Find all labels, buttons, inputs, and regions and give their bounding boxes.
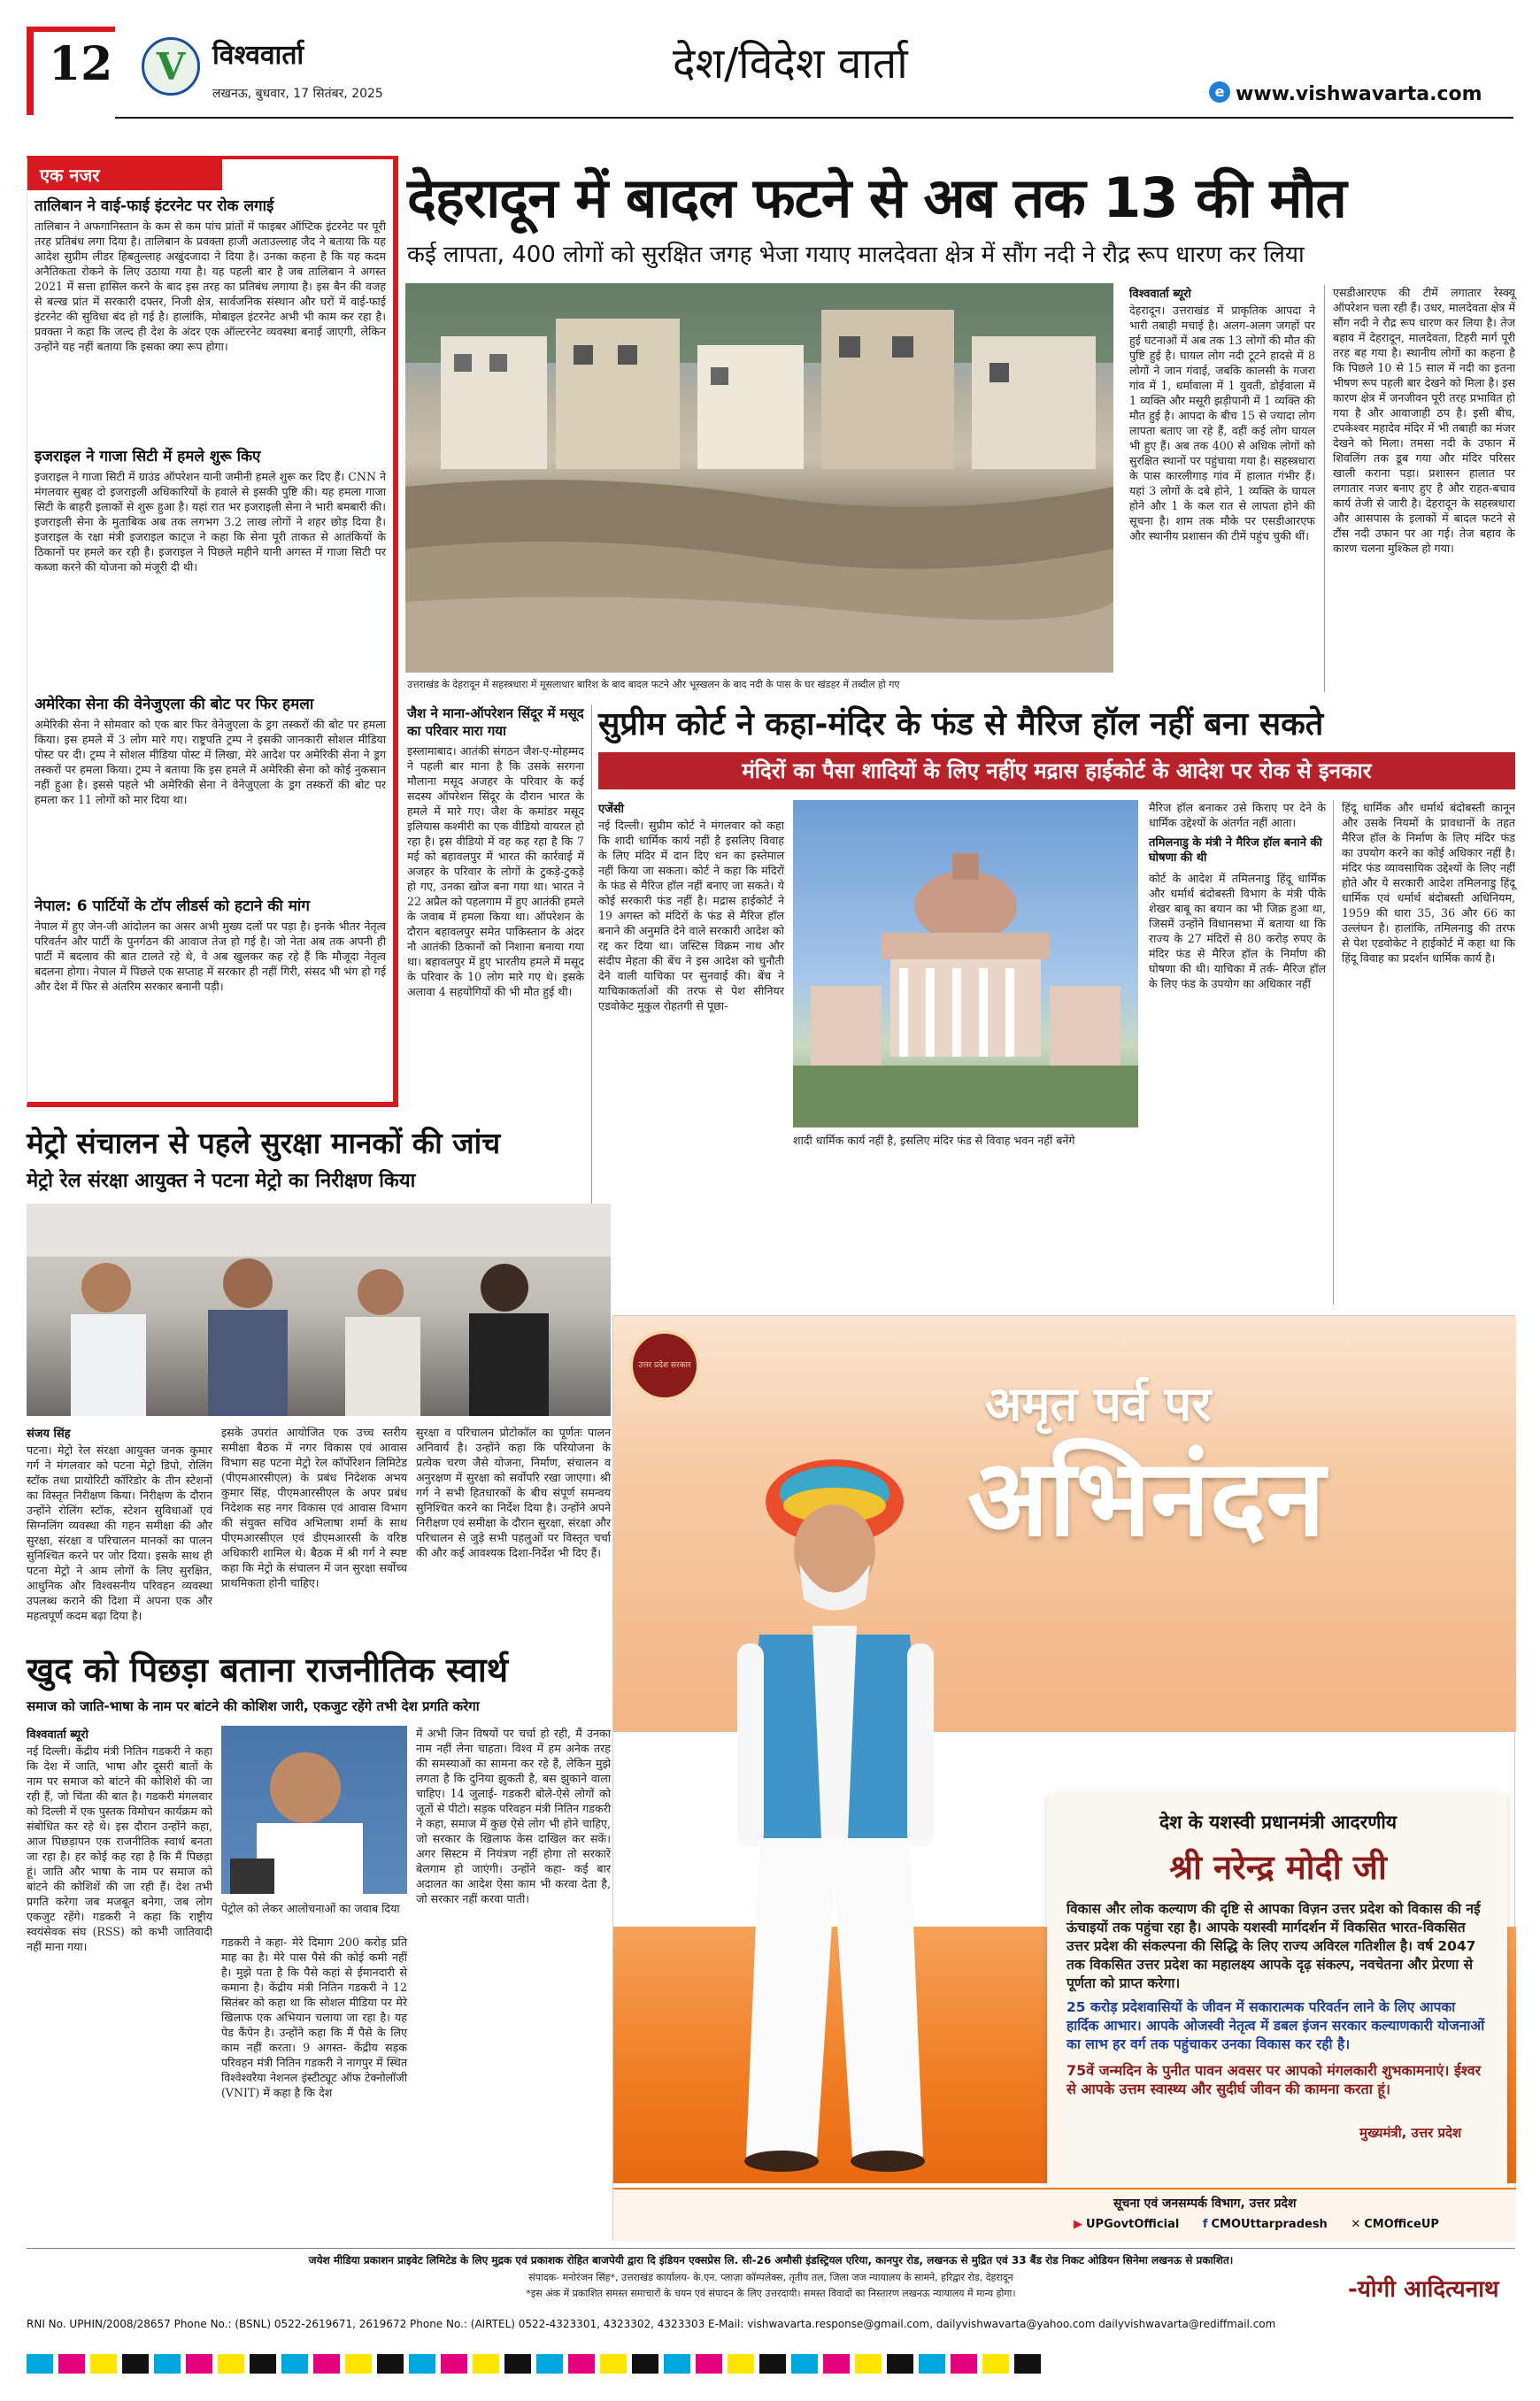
jaish-text: इस्लामाबाद। आतंकी संगठन जैश-ए-मोहम्मद ने पहली बार माना है कि उसके सरगना मौलाना मसूद अजहर के परिवार के कई सदस्य ऑपरेशन सिंदूर के दौरान भारत के हमले में मारे गए। जैश के कमांडर मसूद इलियास कश्मीरी का एक वीडियो वायरल हो रहा है। इस वीडियो में वह कह रहा है कि 7 मई को बहावलपुर में भारत की कार्रवाई में अजहर के परिवार के लोगों के टुकड़े-टुकड़े हो गए, उनका खोज बना गया था। भारत ने 22 अप्रैल को पहलगाम में हुए आतंकी हमले के जवाब में हमला किया था। ऑपरेशन के दौरान बहावलपुर समेत पाकिस्तान के अंदर नौ आतंकी ठिकानों को निशाना बनाया गया था। बहावलपुर में हुए भारतीय हमले में मसूद के परिवार के 10 लोग मारे गए थे। इसके अलावा 4 सहयोगियों की भी मौत हुई थी। [407,744,584,998]
brand-logo-icon [142,37,200,96]
web-icon: e [1209,81,1230,103]
sc-col1 [598,800,784,1304]
gadkari-caption: पेट्रोल को लेकर आलोचनाओं का जवाब दिया [221,1902,400,1915]
ek-nazar-text-2: इजराइल ने गाजा सिटी में ग्राउंड ऑपरेशन यानी जमीनी हमले शुरू कर दिए हैं। CNN ने मंगलवार सुबह दो इजराइली अधिकारियों के हवाले से इसकी पुष्टि की। यह हमला गाजा सिटी के बाहरी इलाकों से शुरू हुआ है। यहां रात भर इजराइली सेना ने भारी बमबारी की। इजराइली सेना के मुताबिक अब तक लगभग 3.2 लाख लोगों ने शहर छोड़ दिया है। इजराइल के रक्षा मंत्री इजराइल काट्ज ने कहा कि सेना पूरी ताकत से आतंकियों के ठिकानों पर हमले कर रही है। इजराइल ने पिछले महीने यानी अगस्त में गाजा सिटी पर कब्जा करने की योजना को मंजूरी दी थी। [35,470,386,573]
ad-department: सूचना एवं जनसम्पर्क विभाग, उत्तर प्रदेश [1113,2197,1297,2211]
court-photo [793,800,1138,1127]
sc-text-col3: हिंदू धार्मिक और धर्मार्थ बंदोबस्ती कानून और उसके नियमों के प्रावधानों के तहत मैरिज हॉल के निर्माण के लिए मंदिर फंड का उपयोग करने का कोई अधिकार नहीं है। मंदिर फंड व्यावसायिक उद्देश्यों के लिए नहीं होते और ये सरकारी आदेश तमिलनाडु हिंदू धार्मिक एवं धर्मार्थ बंदोबस्ती अधिनियम, 1959 की धारा 35, 36 और 66 का उल्लंघन है। हालांकि, तमिलनाडु की तरफ से पेश एडवोकेट ने हाईकोर्ट में कहा था कि हिंदू विवाह का प्रदर्शन धार्मिक कार्य है। [1342,801,1515,965]
youtube-icon: ▶ [1074,2218,1082,2231]
gadkari-photo [221,1726,407,1894]
sc-text-col2b: कोर्ट के आदेश में तमिलनाडु हिंदू धार्मिक और धर्मार्थ बंदोबस्ती विभाग के मंत्री पीके शेखर बाबू का बयान का भी जिक्र हुआ था, जिसमें उन्होंने विधानसभा में बताया था कि राज्य के 27 मंदिरों से 80 करोड़ रुपए के मंदिर फंड से मैरिज हॉल के निर्माण की घोषणा की थी। याचिका में तर्क- मैरिज हॉल के लिए फंड के उपयोग का अधिकार नहीं [1149,872,1326,990]
dateline: लखनऊ, बुधवार, 17 सितंबर, 2025 [212,87,383,101]
lead-text-col2: एसडीआरएफ की टीमें लगातार रेस्क्यू ऑपरेशन चला रही हैं। उधर, मालदेवता क्षेत्र में सौंग नदी ने रौद्र रूप धारण कर लिया है। तेज बहाव में देहरादून, मालदेवता, टिहरी मार्ग पूरी तरह बह गया है। स्थानीय लोगों का कहना है कि पिछले 10 से 15 साल में नदी का इतना भीषण रूप पहली बार देखने को मिला है। इस कारण क्षेत्र में जनजीवन पूरी तरह प्रभावित हो गया है और आवाजाही ठप है। इसी बीच, टपकेश्वर महादेव मंदिर में भी तबाही का मंजर देखने को मिला। तमसा नदी के उफान में शिवलिंग तक डूब गया और मंदिर परिसर खाली कराना पड़ा। प्रशासन हालात पर लगातार नजर बनाए हुए है और राहत-बचाव कार्य तेजी से जारी है। देहरादून के सहस्त्रधारा और आसपास के इलाकों में बादल फटने से टौंस नदी उफान पर आ गई। तेज बहाव के कारण चलना मुश्किल हो गया। [1333,286,1515,555]
color-registration-strip [27,2354,1515,2374]
gadkari-col1 [27,1726,212,2239]
page-number: 12 [49,37,113,91]
ad-emblem-text: उत्तर प्रदेश सरकार [638,1360,691,1370]
court-building-art [793,800,1138,1127]
x-icon: ✕ [1351,2218,1361,2231]
gadkari-text-col2: गडकरी ने कहा- मेरे दिमाग 200 करोड़ प्रति माह का है। मेरे पास पैसे की कोई कमी नहीं है। मुझे पता है कि पैसे कहां से ईमानदारी से कमाना है। केंद्रीय मंत्री नितिन गडकरी ने 12 सितंबर को कहा था कि सोशल मीडिया पर मेरे खिलाफ एक अभियान चलाया जा रहा है। यह पेड कैंपेन है। उन्होंने कहा कि मैं पैसे के लिए काम नहीं करता। 9 अगस्त- केंद्रीय सड़क परिवहन मंत्री नितिन गडकरी ने नागपुर में स्थित विश्वेश्वरैया नेशनल इंस्टीट्यूट ऑफ टेक्नोलॉजी (VNIT) में कहा है कि देश [221,1935,407,2099]
ek-nazar-label: एक नजर [27,159,222,190]
gadkari-portrait-art [221,1726,407,1894]
metro-subheadline: मेट्रो रेल संरक्षा आयुक्त ने पटना मेट्रो का निरीक्षण किया [27,1170,416,1192]
social-handle-3[interactable]: CMOfficeUP [1364,2218,1439,2231]
sc-text-col2: मैरिज हॉल बनाकर उसे किराए पर देने के धार्मिक उद्देश्यों के अंतर्गत नहीं आता। [1149,801,1326,829]
website-link[interactable]: www.vishwavarta.com [1236,83,1482,105]
lead-byline: विश्ववार्ता ब्यूरो [1129,288,1191,301]
ek-nazar-title-4: नेपाल: 6 पार्टियों के टॉप लीडर्स को हटाने की मांग [35,897,310,915]
red-corner-vertical [27,27,34,115]
sc-subheadline: मंदिरों का पैसा शादियों के लिए नहींए मद्रास हाईकोर्ट के आदेश पर रोक से इनकार [742,758,1372,783]
ad-social-handles [1074,2218,1459,2231]
gadkari-text-col3: में अभी जिन विषयों पर चर्चा हो रही, मैं उनका नाम नहीं लेना चाहता। विश्व में हम अनेक तरह की समस्याओं का सामना कर रहे हैं, लेकिन मुझे लगता है कि दुनिया झुकती है, बस झुकाने वाला चाहिए। 14 जुलाई- गडकरी बोले-ऐसे लोगों को जूतों से पीटो। सड़क परिवहन मंत्री नितिन गडकरी ने कहा, समाज में कुछ ऐसे लोग भी होने चाहिए, जो सरकार के खिलाफ केस दाखिल कर सकें। अगर सिस्टम में नियंत्रण नहीं होगा तो सरकारें बेलगाम हो जाएंगी। उन्होंने कहा- कई बार अदालत का आदेश ऐसा काम भी करवा देता है, जो सरकार नहीं करवा पाती। [416,1727,611,1905]
ad-paragraph-3: 75वें जन्मदिन के पुनीत पावन अवसर पर आपको मंगलकारी शुभकामनाएं। ईश्वर से आपके उत्तम स्वास्थ्य और सुदीर्घ जीवन की कामना करता हूं। [1066,2062,1482,2097]
red-corner-horizontal [27,27,115,32]
sc-text-col1: नई दिल्ली। सुप्रीम कोर्ट ने मंगलवार को कहा कि शादी धार्मिक कार्य नहीं है इसलिए विवाह के लिए मंदिर में दान दिए धन का इस्तेमाल नहीं किया जा सकता। कोर्ट ने कहा कि मंदिरों के फंड से मैरिज हॉल नहीं बनाए जा सकते। ये कोई सरकारी फंड नहीं है। मद्रास हाईकोर्ट ने 19 अगस्त को मंदिरों के फंड से मैरिज हॉल बनाने की अनुमति देने वाले सरकारी आदेश को रद्द कर दिया था। जस्टिस विक्रम नाथ और संदीप मेहता की बेंच ने इस आदेश को चुनौती देने वाली याचिका पर सुनवाई की। बेंच ने याचिकाकर्ताओं की तरफ से पेश सीनियर एडवोकेट मुकुल रोहतगी से पूछा- [598,819,784,1012]
imprint-line-4: RNI No. UPHIN/2008/28657 Phone No.: (BSNL) 0522-2619671, 2619672 Phone No.: (AIRTEL) 0522-4323301, 4323302, 4323303 E-Mail: vishwavarta.response@gmail.com, dailyvishwavarta@yahoo.com dailyvishwavarta@rediffmail.com [27,2318,1276,2330]
flood-photo [405,283,1113,673]
pm-figure-art [675,1466,994,2174]
ad-message-card [1047,1794,1507,2236]
ad-dept-strip [613,2188,1516,2242]
social-handle-1[interactable]: UPGovtOfficial [1086,2218,1180,2231]
ad-title-line2: अभिनंदन [967,1437,1326,1560]
imprint-box [27,2248,1515,2343]
ad-designation: मुख्यमंत्री, उत्तर प्रदेश [1359,2125,1462,2141]
ad-paragraph-1: विकास और लोक कल्याण की दृष्टि से आपका विज़न उत्तर प्रदेश को विकास की नई ऊंचाइयों तक पहुंचा रहा है। आपके यशस्वी मार्गदर्शन में विकसित भारत-विकसित उत्तर प्रदेश की संकल्पना की सिद्धि के लिए राज्य अविरल गतिशील है। वर्ष 2047 तक विकसित उत्तर प्रदेश का महालक्ष्य आपके दृढ़ संकल्प, नवचेतना और प्रेरणा से पूर्णता को प्राप्त करेगा। [1066,1901,1481,1991]
ad-title-line1: अमृत पर्व पर [985,1376,1212,1432]
sc-caption: शादी धार्मिक कार्य नहीं है, इसलिए मंदिर फंड से विवाह भवन नहीं बनेंगे [793,1134,1075,1147]
metro-text-col3: सुरक्षा व परिचालन प्रोटोकॉल का पूर्णतः पालन अनिवार्य है। उन्होंने कहा कि परियोजना के प्रत्येक चरण जैसे योजना, निर्माण, संचालन व अनुरक्षण में सुरक्षा को सर्वोपरि रखा जाएगा। श्री गर्ग ने सभी हितधारकों के बीच संपूर्ण समन्वय सुनिश्चित करने का निर्देश दिया है। उन्होंने अपने निरीक्षण एवं समीक्षा के दौरान सुरक्षा, संरक्षा और परिचालन से जुड़े सभी पहलुओं पर विस्तृत चर्चा की और कई आवश्यक दिशा-निर्देश भी दिए हैं। [416,1426,611,1559]
sc-col2-subhead: तमिलनाडु के मंत्री ने मैरिज हॉल बनाने की घोषणा की थी [1149,836,1322,865]
lead-subheadline: कई लापता, 400 लोगों को सुरक्षित जगह भेजा गयाए मालदेवता क्षेत्र में सौंग नदी ने रौद्र रूप धारण कर लिया [407,242,1305,268]
ad-emblem-icon [629,1330,700,1401]
sc-byline: एजेंसी [598,803,624,816]
flood-photo-caption: उत्तराखंड के देहरादून में सहस्त्रधारा में मूसलाधार बारिश के बाद बादल फटने और भूस्खलन के बाद नदी के पास के घर खंडहर में तब्दील हो गए [407,679,900,690]
sc-subheadline-bar [598,752,1515,789]
ek-nazar-text-1: तालिबान ने अफगानिस्तान के कम से कम पांच प्रांतों में फाइबर ऑप्टिक इंटरनेट पर पूरी तरह प्रतिबंध लगा दिया है। तालिबान के प्रवक्ता हाजी अताउल्लाह जैद ने बताया कि यह आदेश सुप्रीम लीडर हिबतुल्लाह अखुंदजादा ने दिया है। उनका कहना है कि यह कदम अनैतिकता रोकने के लिए उठाया गया है। यह पहली बार है जब तालिबान ने अगस्त 2021 में सत्ता हासिल करने के बाद इस तरह का प्रतिबंध लगाया है। इस बैन की वजह से बल्ख प्रांत में सरकारी दफ्तर, निजी क्षेत्र, सार्वजनिक संस्थान और घरों में वाई-फाई इंटरनेट की सुविधा बंद हो गई है। हालांकि, मोबाइल इंटरनेट अभी भी काम कर रहा है। प्रवक्ता ने कहा कि जल्द ही देश के अंदर एक ऑल्टरनेट व्यवस्था बनाई जाएगी, लेकिन उन्होंने यह नहीं बताया कि इसका क्या रूप होगा। [35,219,386,353]
masthead [0,0,1540,124]
ek-nazar-box [27,156,398,1107]
jaish-title: जैश ने माना-ऑपरेशन सिंदूर में मसूद का परिवार मारा गया [407,705,584,739]
brand-name: विश्ववार्ता [212,40,304,71]
imprint-line-3: *इस अंक में प्रकाशित समस्त समाचारों के चयन एवं संपादन के लिए उत्तरदायी। समस्त विवादों का निस्तारण लखनऊ न्यायालय में मान्य होगा। [526,2288,1016,2299]
ad-salutation: देश के यशस्वी प्रधानमंत्री आदरणीय [1159,1812,1398,1833]
metro-byline: संजय सिंह [27,1428,71,1441]
lead-headline: देहरादून में बादल फटने से अब तक 13 की मौत [407,165,1346,230]
imprint-line-2: संपादक- मनोरंजन सिंह*, उत्तराखंड कार्यालय- के.एन. प्लाज़ा कॉम्पलेक्स, तृतीय तल, जिला जज न्यायालय के सामने, हरिद्वार रोड, देहरादून [528,2272,1013,2283]
metro-people-art [27,1204,611,1416]
gadkari-headline: खुद को पिछड़ा बताना राजनीतिक स्वार्थ [27,1651,509,1689]
lead-col-divider [1324,285,1325,692]
sc-headline: सुप्रीम कोर्ट ने कहा-मंदिर के फंड से मैरिज हॉल नहीं बना सकते [598,706,1324,743]
ad-pm-name: श्री नरेन्द्र मोदी जी [1169,1848,1387,1887]
gadkari-subheadline: समाज को जाति-भाषा के नाम पर बांटने की कोशिश जारी, एकजुट रहेंगे तभी देश प्रगति करेगा [27,1698,480,1714]
lead-col1 [1129,285,1315,694]
imprint-line-1: जयेश मीडिया प्रकाशन प्राइवेट लिमिटेड के लिए मुद्रक एवं प्रकाशक रोहित बाजपेयी द्वारा दि इंडियन एक्सप्रेस लि. सी-26 अमौसी इंडस्ट्रियल एरिया, कानपुर रोड, लखनऊ से मुद्रित एवं 33 बैंड रोड निकट ओडियन सिनेमा लखनऊ से प्रकाशित। [308,2254,1234,2266]
lead-text-col1: देहरादून। उत्तराखंड में प्राकृतिक आपदा ने भारी तबाही मचाई है। अलग-अलग जगहों पर हुई घटनाओं में अब तक 13 लोगों की मौत की पुष्टि हुई है। घायल लोग नदी टूटने हादसे में 8 लोगों ने जान गंवाई, जबकि कालसी के गजरा गांव में 1, धर्मावाला में 1 युवती, डोईवाला में 1 व्यक्ति और मसूरी झड़ीपानी में 1 व्यक्ति की मौत हुई है। आपदा के बीच 15 से ज्यादा लोग लापता बताए जा रहे हैं, वहीं कई लोग घायल भी हुए हैं। अब तक 400 से अधिक लोगों को सुरक्षित स्थानों पर पहुंचाया गया है। सहस्त्रधारा के पास कारलीगाड़ गांव में हालात गंभीर हैं। यहां 3 लोगों के दबे होने, 1 व्यक्ति के घायल होने और 1 के कल रात से लापता होने की सूचना है। शाम तक मौके पर एसडीआरएफ और स्थानीय प्रशासन की टीमें पहुंच चुकी थीं। [1129,304,1315,543]
metro-col1 [27,1425,212,1628]
sc-col-divider [1333,800,1334,1304]
ek-nazar-title-3: अमेरिका सेना की वेनेजुएला की बोट पर फिर हमला [35,696,314,713]
ek-nazar-title-2: इजराइल ने गाजा सिटी में हमले शुरू किए [35,448,261,466]
facebook-icon: f [1202,2218,1208,2231]
metro-photo [27,1204,611,1416]
header-rule [115,117,1513,119]
metro-text-col1: पटना। मेट्रो रेल संरक्षा आयुक्त जनक कुमार गर्ग ने मंगलवार को पटना मेट्रो डिपो, रोलिंग स्टॉक तथा प्रायोरिटी कॉरिडोर के तीन स्टेशनों का विस्तृत निरीक्षण किया। निरीक्षण के दौरान उन्होंने रोलिंग स्टॉक, स्टेशन सुविधाओं एवं सिग्नलिंग व्यवस्था की गहन समीक्षा की और सुरक्षा, संरक्षा व परिचालन मानकों का पालन सुनिश्चित करने पर जोर दिया। इसके साथ ही पटना मेट्रो ने आम लोगों के लिए सुरक्षित, आधुनिक और विश्वसनीय परिवहन व्यवस्था उपलब्ध कराने की दिशा में अपना एक और महत्वपूर्ण कदम बढ़ा दिया है। [27,1443,212,1622]
social-handle-2[interactable]: CMOUttarpradesh [1211,2218,1328,2231]
ad-paragraph-2: 25 करोड़ प्रदेशवासियों के जीवन में सकारात्मक परिवर्तन लाने के लिए आपका हार्दिक आभार। आपके ओजस्वी नेतृत्व में डबल इंजन सरकार कल्याणकारी योजनाओं का लाभ हर वर्ग तक पहुंचाकर उनका विकास कर रही है। [1066,1999,1485,2052]
ek-nazar-text-3: अमेरिकी सेना ने सोमवार को एक बार फिर वेनेजुएला के ड्रग तस्करों की बोट पर हमला किया। इस हमले में 3 लोग मारे गए। राष्ट्रपति ट्रम्प ने इसकी जानकारी सोशल मीडिया पोस्ट पर दी। ट्रम्प ने सोशल मीडिया पोस्ट में लिखा, मेरे आदेश पर अमेरिकी सेना ने ड्रग तस्करों पर हमला किया। ट्रम्प ने बताया कि इस हमले में अमेरिकी सेना को कोई नुकसान नहीं हुआ है। इससे पहले भी अमेरिकी सेना ने वेनेजुएला के ड्रग तस्करों की बोट पर हमला कर 11 लोगों को मार दिया था। [35,718,386,806]
ek-nazar-title-1: तालिबान ने वाई-फाई इंटरनेट पर रोक लगाई [35,197,274,215]
section-title: देश/विदेश वार्ता [673,39,908,88]
metro-headline: मेट्रो संचालन से पहले सुरक्षा मानकों की जांच [27,1126,501,1160]
ek-nazar-text-4: नेपाल में हुए जेन-जी आंदोलन का असर अभी मुख्य दलों पर पड़ा है। इनके भीतर नेतृत्व परिवर्तन और पार्टी के पुनर्गठन की आवाज तेज हो गई है। जो नेता अब तक अपनी ही पार्टी में बदलाव की बात टालते रहे थे, वे अब खुलकर कह रहे हैं कि मौजूदा नेतृत्व बदलना होगा। नेपाल में पिछले एक सप्ताह में सरकार ही नहीं गिरी, संसद भी भंग हो गई और देश में फिर से अंतरिम सरकार बनानी पड़ी। [35,920,386,993]
metro-text-col2: इसके उपरांत आयोजित एक उच्च स्तरीय समीक्षा बैठक में नगर विकास एवं आवास विभाग सह पटना मेट्रो रेल कॉर्पोरेशन लिमिटेड (पीएमआरसीएल) के प्रबंध निदेशक अभय कुमार सिंह, पीएमआरसीएल के अपर प्रबंध निदेशक सह नगर विकास एवं आवास विभाग की संयुक्त सचिव अभिलाषा शर्मा के साथ पीएमआरसीएल एवं डीएमआरसी के वरिष्ठ अधिकारी शामिल थे। बैठक में श्री गर्ग ने स्पष्ट कहा कि मेट्रो के संचालन में जन सुरक्षा सर्वोच्च प्राथमिकता होनी चाहिए। [221,1426,407,1589]
flood-photo-art [405,283,1113,673]
gadkari-text-col1: नई दिल्ली। केंद्रीय मंत्री नितिन गडकरी ने कहा कि देश में जाति, भाषा और दूसरी बातों के नाम पर समाज को बांटने की कोशिशें की जा रही हैं, जो चिंता की बात है। गडकरी मंगलवार को दिल्ली में एक पुस्तक विमोचन कार्यक्रम को संबोधित कर रहे थे। इस दौरान उन्होंने कहा, आज पिछड़ापन एक राजनीतिक स्वार्थ बनता जा रहा है। हर कोई कह रहा है कि मैं पिछड़ा हूं। जाति और भाषा के नाम पर समाज को बांटने की कोशिशें की जा रही हैं। देश तभी प्रगति करेगा जब मजबूत बनेगा, जब लोग एकजुट रहेंगे। गडकरी ने कहा कि राष्ट्रीय स्वयंसेवक संघ (RSS) को कभी जातिवादी नहीं माना गया। [27,1744,212,1953]
sc-col2 [1149,800,1326,1304]
ad-signature: -योगी आदित्यनाथ [1348,2276,1499,2303]
gadkari-byline: विश्ववार्ता ब्यूरो [27,1728,89,1742]
logo-letter: V [156,44,186,88]
